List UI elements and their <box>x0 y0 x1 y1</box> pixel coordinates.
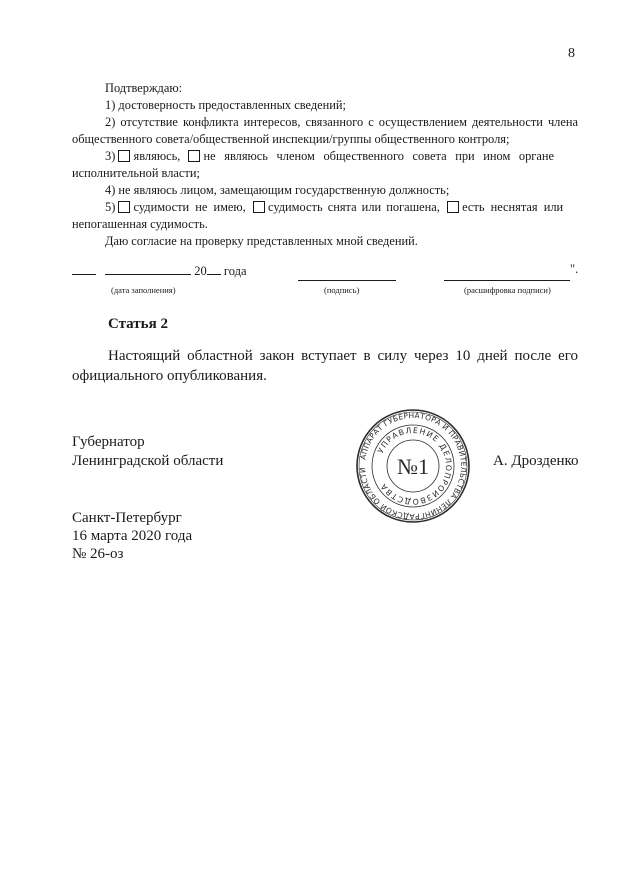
signatory-name: А. Дрозденко <box>493 453 579 469</box>
caption-signature: (подпись) <box>324 285 360 295</box>
caption-decoding: (расшифровка подписи) <box>464 285 551 295</box>
item-5-option-1-label: судимости не имею, <box>133 200 246 214</box>
year-blank[interactable] <box>207 262 221 275</box>
year-suffix: года <box>223 264 247 278</box>
signatory-title-line-1: Губернатор <box>72 434 145 450</box>
stamp-inner-text: УПРАВЛЕНИЕ ДЕЛОПРОИЗВОДСТВА <box>375 425 454 507</box>
article-heading: Статья 2 <box>108 316 168 332</box>
confirmation-item-3-line-1 <box>105 148 578 166</box>
caption-date: (дата заполнения) <box>111 285 176 295</box>
item-3-option-2-label: не являюсь членом общественного совета при ином органе <box>203 149 555 163</box>
item-3-option-1-label: являюсь, <box>133 149 181 163</box>
item-5-prefix: 5) <box>105 200 116 214</box>
date-month-blank[interactable] <box>105 262 191 275</box>
confirmation-item-2-line-2: общественного совета/общественной инспекции/группы общественного контроля; <box>72 132 510 146</box>
date-fill-field[interactable] <box>72 262 247 279</box>
item-5-option-2-checkbox[interactable] <box>253 201 265 213</box>
item-5-option-3-checkbox[interactable] <box>447 201 459 213</box>
item-5-option-1-checkbox[interactable] <box>118 201 130 213</box>
confirmation-item-5-line-1 <box>105 199 578 217</box>
stamp-outer-text: АППАРАТ ГУБЕРНАТОРА И ПРАВИТЕЛЬСТВА ЛЕНИНГРАДСКОЙ ОБЛАСТИ <box>357 410 469 522</box>
confirmation-item-1: 1) достоверность предоставленных сведений; <box>105 98 346 112</box>
confirmation-item-2-line-1: 2) отсутствие конфликта интересов, связанного с осуществлением деятельности члена <box>105 115 578 129</box>
item-5-option-2-label: судимость снята или погашена, <box>268 200 440 214</box>
year-prefix: 20 <box>194 264 207 278</box>
item-3-prefix: 3) <box>105 149 116 163</box>
signature-decoding-field[interactable] <box>444 268 570 281</box>
stamp-center-number: №1 <box>397 454 429 479</box>
confirmation-intro: Подтверждаю: <box>105 81 183 95</box>
signatory-title-line-2: Ленинградской области <box>72 453 224 469</box>
date-day-blank[interactable] <box>72 262 96 275</box>
official-stamp <box>355 408 471 524</box>
consent-statement: Даю согласие на проверку представленных мной сведений. <box>105 234 418 248</box>
item-3-option-2-checkbox[interactable] <box>188 150 200 162</box>
article-text-line-1: Настоящий областной закон вступает в силу через 10 дней после его <box>108 348 578 364</box>
confirmation-item-3-line-2: исполнительной власти; <box>72 166 200 180</box>
confirmation-item-4: 4) не являюсь лицом, замещающим государственную должность; <box>105 183 450 197</box>
article-text-line-2: официального опубликования. <box>72 368 267 384</box>
page-number: 8 <box>568 46 575 61</box>
footer-city: Санкт-Петербург <box>72 510 182 526</box>
closing-quote: ". <box>570 262 579 276</box>
footer-date: 16 марта 2020 года <box>72 528 193 544</box>
item-5-option-3-label: есть неснятая или <box>462 200 564 214</box>
footer-law-number: № 26-оз <box>72 546 124 562</box>
signature-field[interactable] <box>298 268 396 281</box>
confirmation-item-5-line-2: непогашенная судимость. <box>72 217 208 231</box>
item-3-option-1-checkbox[interactable] <box>118 150 130 162</box>
